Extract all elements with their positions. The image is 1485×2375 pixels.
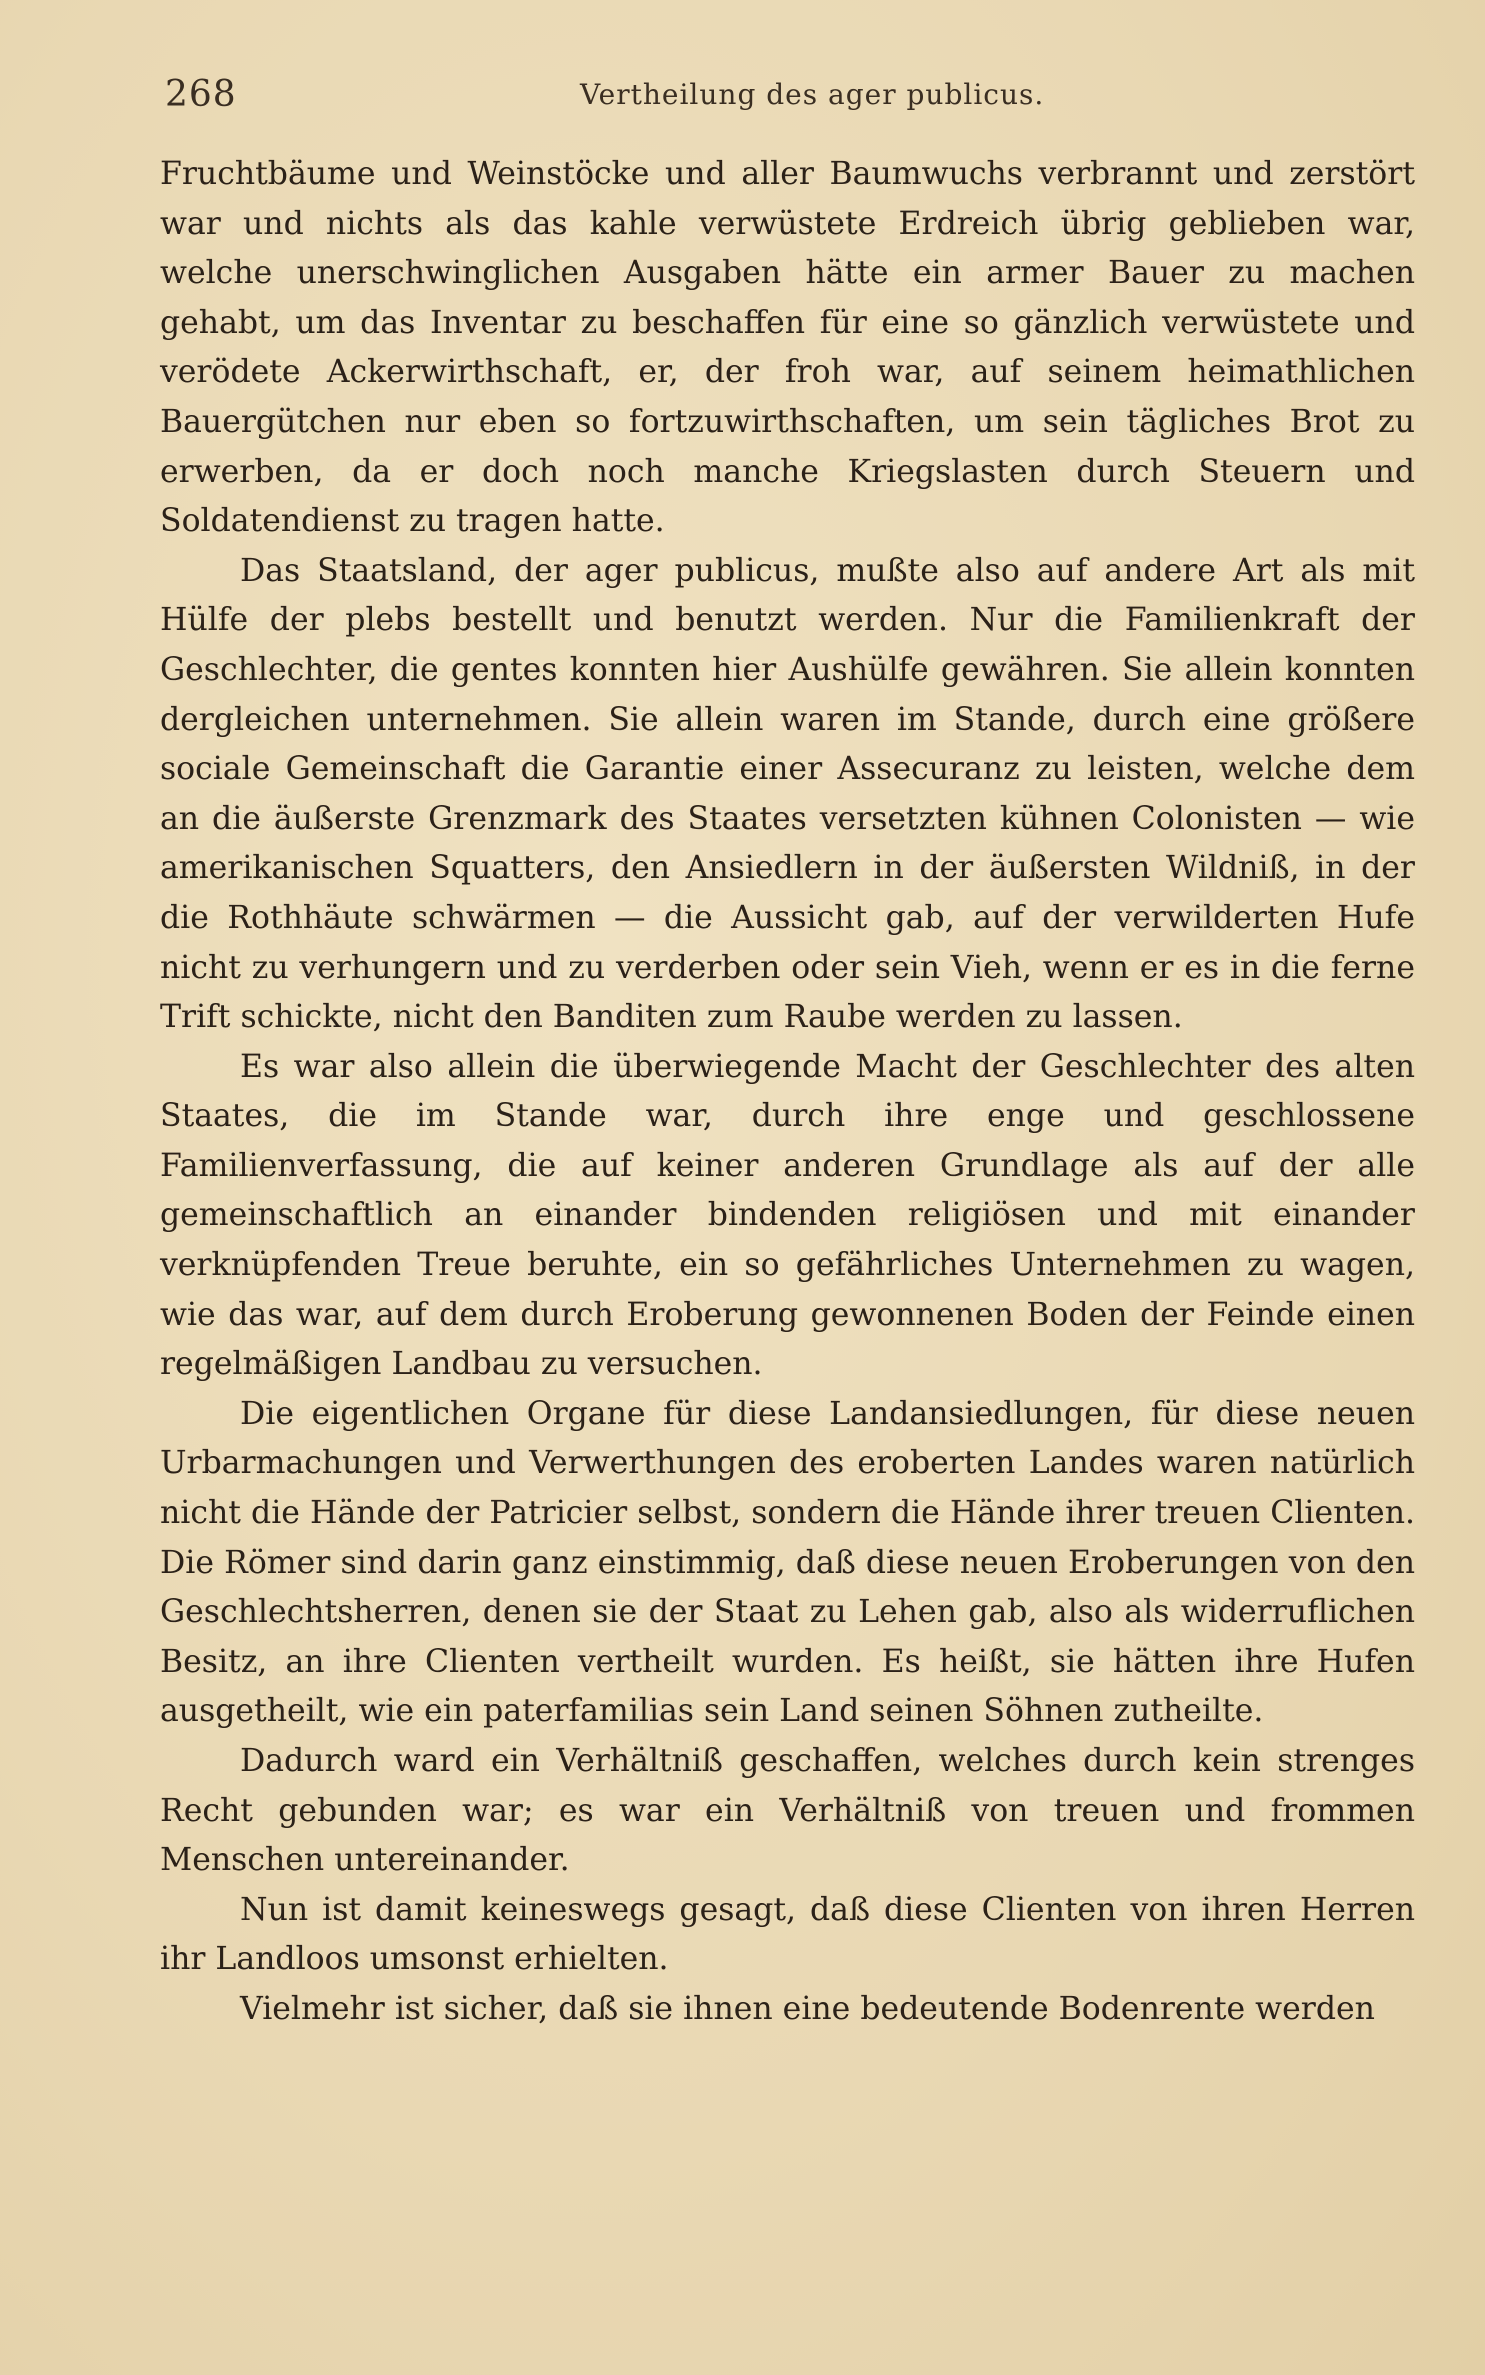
page-number: 268 (165, 74, 237, 115)
running-title: Vertheilung des ager publicus. (580, 78, 1045, 111)
paragraph-continuation: Fruchtbäume und Weinstöcke und aller Baumwuchs verbrannt und zerstört war und nichts als das kahle verwüstete Erdreich übrig geblieben war, welche unerschwinglichen Ausgaben hätte ein armer Bauer zu machen gehabt, um das Inventar zu beschaffen für eine so gänzlich verwüstete und verödete Ackerwirthschaft, er, der froh war, auf seinem heimathlichen Bauergütchen nur eben so fortzuwirthschaften, um sein tägliches Brot zu erwerben, da er doch noch manche Kriegslasten durch Steuern und Soldatendienst zu tragen hatte. (160, 156, 1415, 540)
paragraph: Die eigentlichen Organe für diese Landansiedlungen, für diese neuen Urbarmachungen und Verwerthungen des eroberten Landes waren natürlich nicht die Hände der Patricier selbst, sondern die Hände ihrer treuen Clienten. Die Römer sind darin ganz einstimmig, daß diese neuen Eroberungen von den Geschlechtsherren, denen sie der Staat zu Lehen gab, also als widerruflichen Besitz, an ihre Clienten vertheilt wurden. Es heißt, sie hätten ihre Hufen ausgetheilt, wie ein paterfamilias sein Land seinen Söhnen zutheilte. (160, 1395, 1415, 1730)
paragraph: Es war also allein die überwiegende Macht der Geschlechter des alten Staates, die im Stande war, durch ihre enge und geschlossene Familienverfassung, die auf keiner anderen Grundlage als auf der alle gemeinschaftlich an einander bindenden religiösen und mit einander verknüpfenden Treue beruhte, ein so gefährliches Unternehmen zu wagen, wie das war, auf dem durch Eroberung gewonnenen Boden der Feinde einen regelmäßigen Landbau zu versuchen. (160, 1048, 1415, 1383)
paragraph: Dadurch ward ein Verhältniß geschaffen, welches durch kein strenges Recht gebunden war; es war ein Verhältniß von treuen und frommen Menschen untereinander. (160, 1743, 1415, 1879)
paragraph: Nun ist damit keineswegs gesagt, daß diese Clienten von ihren Herren ihr Landloos umsonst erhielten. (160, 1891, 1415, 1978)
paragraph: Das Staatsland, der ager publicus, mußte also auf andere Art als mit Hülfe der plebs bestellt und benutzt werden. Nur die Familienkraft der Geschlechter, die gentes konnten hier Aushülfe gewähren. Sie allein konnten dergleichen unternehmen. Sie allein waren im Stande, durch eine größere sociale Gemeinschaft die Garantie einer Assecuranz zu leisten, welche dem an die äußerste Grenzmark des Staates versetzten kühnen Colonisten — wie amerikanischen Squatters, den Ansiedlern in der äußersten Wildniß, in der die Rothhäute schwärmen — die Aussicht gab, auf der verwilderten Hufe nicht zu verhungern und zu verderben oder sein Vieh, wenn er es in die ferne Trift schickte, nicht den Banditen zum Raube werden zu lassen. (160, 552, 1415, 1036)
paragraph: Vielmehr ist sicher, daß sie ihnen eine bedeutende Bodenrente werden (240, 1990, 1375, 2027)
running-head (160, 72, 1420, 124)
body-text (160, 150, 1415, 2035)
